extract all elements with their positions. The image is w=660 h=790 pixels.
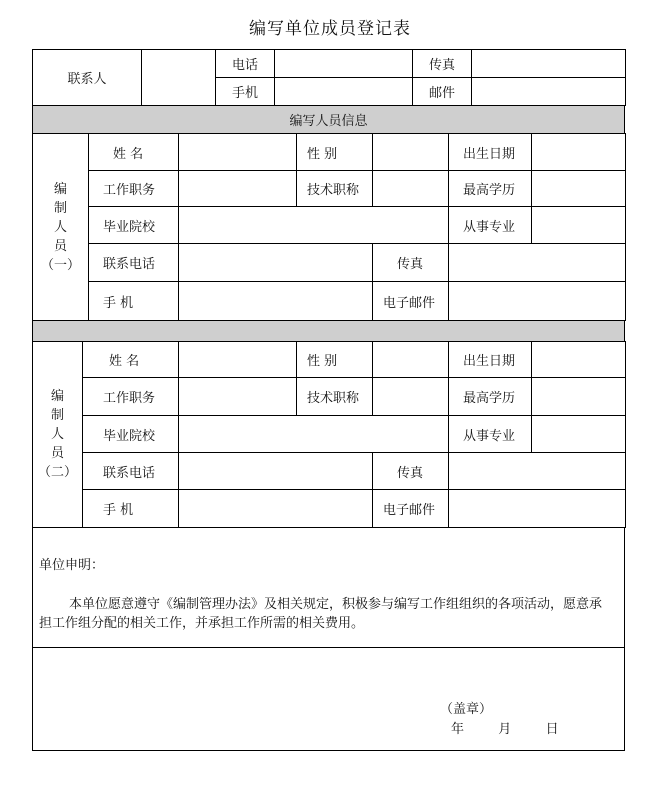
member-table-1	[32, 133, 626, 321]
member-1-side-label: 编 制 人 员 （一）	[33, 134, 89, 321]
section-header-table	[32, 105, 625, 134]
member-1-edu-field[interactable]	[532, 171, 626, 207]
member-1-fax-field[interactable]	[449, 244, 626, 282]
member-2-name-label: 姓 名	[83, 342, 179, 378]
date-line	[451, 718, 559, 737]
member-1-major-label: 从事专业	[449, 207, 532, 244]
member-1-mobile-label: 手 机	[89, 282, 179, 321]
section-header: 编写人员信息	[33, 106, 625, 134]
member-2-fax-field[interactable]	[449, 453, 626, 490]
contact-person-label: 联系人	[33, 50, 142, 106]
member-2-birth-field[interactable]	[532, 342, 626, 378]
member-2-gender-label: 性 别	[297, 342, 373, 378]
member-1-school-label: 毕业院校	[89, 207, 179, 244]
member-1-edu-label: 最高学历	[449, 171, 532, 207]
member-2-gender-field[interactable]	[373, 342, 449, 378]
member-2-title-field[interactable]	[373, 378, 449, 416]
member-2-side-label: 编 制 人 员 （二）	[33, 342, 83, 528]
member-1-school-field[interactable]	[179, 207, 449, 244]
statement-body: 本单位愿意遵守《编制管理办法》及相关规定，积极参与编写工作组组织的各项活动，愿意承担工作组分配的相关工作，并承担工作所需的相关费用。	[39, 597, 603, 631]
member-2-mobile-field[interactable]	[179, 490, 373, 528]
member-1-mobile-field[interactable]	[179, 282, 373, 321]
member-2-job-field[interactable]	[179, 378, 297, 416]
contact-mobile-label: 手机	[216, 78, 275, 106]
member-2-mobile-label: 手 机	[83, 490, 179, 528]
member-1-birth-field[interactable]	[532, 134, 626, 171]
signature-cell	[33, 648, 625, 751]
member-1-gender-field[interactable]	[373, 134, 449, 171]
contact-table	[32, 49, 626, 106]
member-1-major-field[interactable]	[532, 207, 626, 244]
date-day-label: 日	[545, 722, 559, 737]
member-1-title-label: 技术职称	[297, 171, 373, 207]
contact-person-field[interactable]	[142, 50, 216, 106]
date-year-label: 年	[451, 722, 465, 737]
member-1-name-label: 姓 名	[89, 134, 179, 171]
member-1-email-label: 电子邮件	[373, 282, 449, 321]
member-2-birth-label: 出生日期	[449, 342, 532, 378]
statement-cell	[33, 528, 625, 648]
member-2-name-field[interactable]	[179, 342, 297, 378]
member-1-name-field[interactable]	[179, 134, 297, 171]
contact-fax-field[interactable]	[472, 50, 626, 78]
form-title: 编写单位成员登记表	[249, 19, 411, 39]
member-table-2	[32, 341, 626, 528]
contact-phone-label: 电话	[216, 50, 275, 78]
member-2-fax-label: 传真	[373, 453, 449, 490]
member-2-job-label: 工作职务	[83, 378, 179, 416]
statement-title: 单位申明：	[39, 558, 105, 573]
member-2-major-label: 从事专业	[449, 416, 532, 453]
member-1-phone-label: 联系电话	[89, 244, 179, 282]
member-2-phone-field[interactable]	[179, 453, 373, 490]
member-1-title-field[interactable]	[373, 171, 449, 207]
member-1-job-label: 工作职务	[89, 171, 179, 207]
member-1-fax-label: 传真	[373, 244, 449, 282]
member-2-school-field[interactable]	[179, 416, 449, 453]
statement-table	[32, 527, 625, 751]
contact-fax-label: 传真	[413, 50, 472, 78]
member-1-job-field[interactable]	[179, 171, 297, 207]
member-2-email-label: 电子邮件	[373, 490, 449, 528]
member-2-title-label: 技术职称	[297, 378, 373, 416]
section-divider	[33, 321, 625, 342]
divider-table	[32, 320, 625, 342]
registration-form	[32, 49, 625, 751]
member-2-school-label: 毕业院校	[83, 416, 179, 453]
member-2-phone-label: 联系电话	[83, 453, 179, 490]
contact-email-field[interactable]	[472, 78, 626, 106]
contact-phone-field[interactable]	[275, 50, 413, 78]
member-2-major-field[interactable]	[532, 416, 626, 453]
date-month-label: 月	[498, 722, 512, 737]
contact-email-label: 邮件	[413, 78, 472, 106]
member-2-edu-field[interactable]	[532, 378, 626, 416]
contact-mobile-field[interactable]	[275, 78, 413, 106]
seal-label: （盖章）	[440, 702, 493, 717]
member-1-email-field[interactable]	[449, 282, 626, 321]
member-1-phone-field[interactable]	[179, 244, 373, 282]
member-2-email-field[interactable]	[449, 490, 626, 528]
member-1-gender-label: 性 别	[297, 134, 373, 171]
member-1-birth-label: 出生日期	[449, 134, 532, 171]
member-2-edu-label: 最高学历	[449, 378, 532, 416]
